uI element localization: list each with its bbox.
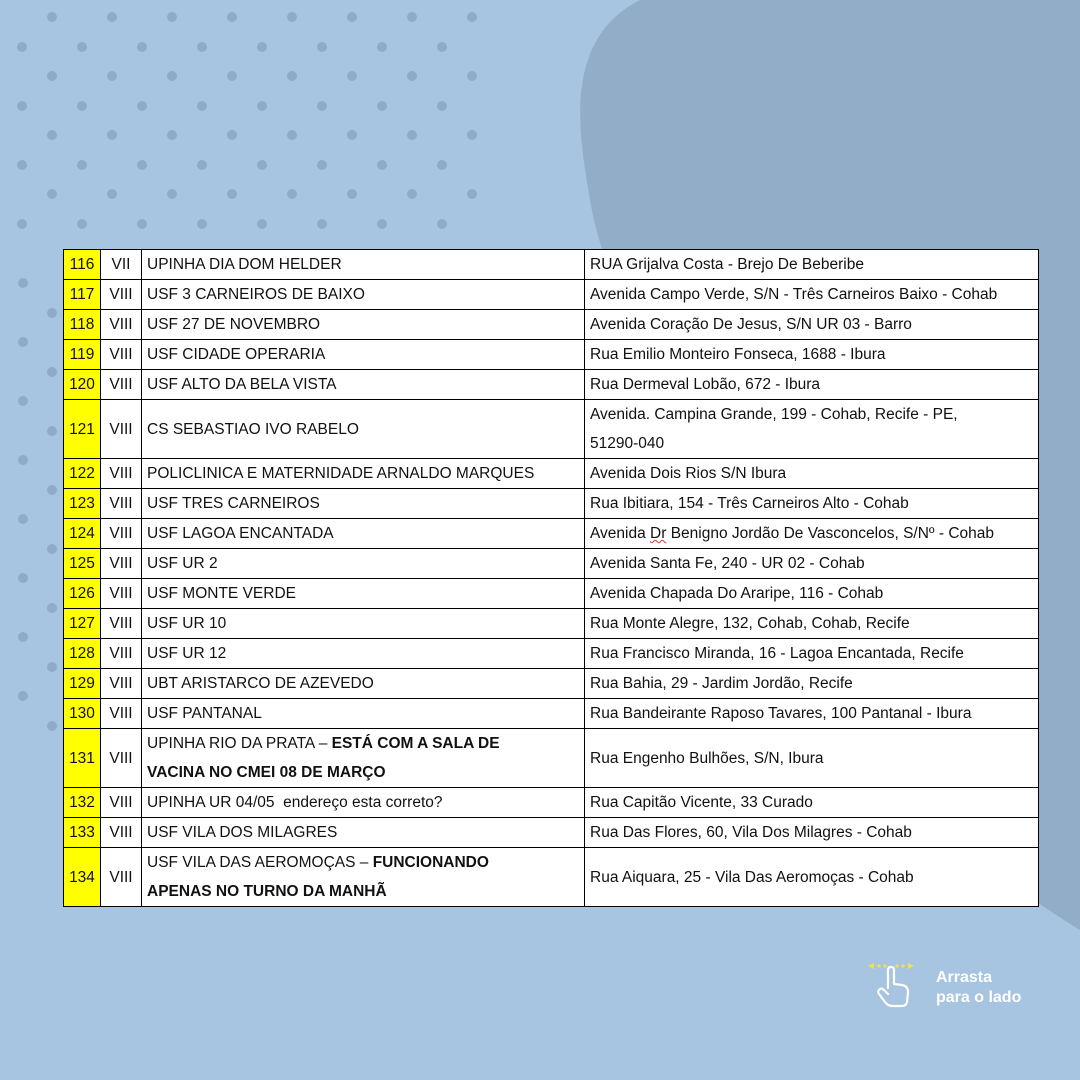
decor-dot <box>227 12 237 22</box>
row-number: 126 <box>64 579 101 609</box>
unit-name: USF UR 12 <box>142 639 585 669</box>
rpa-code: VIII <box>101 609 142 639</box>
unit-address <box>585 400 1039 459</box>
table-row <box>64 250 1039 280</box>
decor-dot <box>257 42 267 52</box>
decor-dot <box>18 514 28 524</box>
decor-dot <box>137 219 147 229</box>
unit-address: Rua Bandeirante Raposo Tavares, 100 Pantanal - Ibura <box>585 699 1039 729</box>
row-number: 133 <box>64 818 101 848</box>
row-number: 120 <box>64 370 101 400</box>
decor-dot <box>437 42 447 52</box>
decor-dot <box>437 219 447 229</box>
unit-name: POLICLINICA E MATERNIDADE ARNALDO MARQUES <box>142 459 585 489</box>
decor-dot <box>47 130 57 140</box>
rpa-code: VIII <box>101 310 142 340</box>
row-number: 134 <box>64 848 101 907</box>
table-row <box>64 848 1039 907</box>
table-row <box>64 370 1039 400</box>
unit-name: USF VILA DOS MILAGRES <box>142 818 585 848</box>
decor-dot <box>77 160 87 170</box>
decor-dot <box>18 337 28 347</box>
decor-dot <box>377 42 387 52</box>
row-number: 129 <box>64 669 101 699</box>
decor-dot <box>107 12 117 22</box>
decor-dot <box>167 12 177 22</box>
decor-dot <box>197 42 207 52</box>
unit-name-text: UPINHA RIO DA PRATA – <box>147 735 332 752</box>
unit-name: CS SEBASTIAO IVO RABELO <box>142 400 585 459</box>
decor-dot <box>467 189 477 199</box>
decor-dot <box>17 160 27 170</box>
unit-address: Rua Capitão Vicente, 33 Curado <box>585 788 1039 818</box>
unit-name <box>142 729 585 788</box>
decor-dot <box>17 42 27 52</box>
decor-dot <box>18 396 28 406</box>
swipe-hint-text <box>936 968 1021 1008</box>
unit-address: Avenida Santa Fe, 240 - UR 02 - Cohab <box>585 549 1039 579</box>
decor-dot <box>197 219 207 229</box>
decor-dot <box>47 721 57 731</box>
decor-dot <box>137 101 147 111</box>
unit-address: Avenida Chapada Do Araripe, 116 - Cohab <box>585 579 1039 609</box>
decor-dot <box>317 101 327 111</box>
decor-dot <box>377 101 387 111</box>
table-row <box>64 340 1039 370</box>
table-row <box>64 699 1039 729</box>
address-line: 51290-040 <box>590 435 665 452</box>
table-row <box>64 400 1039 459</box>
decor-dot <box>407 71 417 81</box>
unit-address: Avenida Campo Verde, S/N - Três Carneiros Baixo - Cohab <box>585 280 1039 310</box>
rpa-code: VIII <box>101 280 142 310</box>
unit-name: UPINHA UR 04/05 endereço esta correto? <box>142 788 585 818</box>
row-number: 123 <box>64 489 101 519</box>
rpa-code: VIII <box>101 729 142 788</box>
table-row <box>64 669 1039 699</box>
decor-dot <box>377 160 387 170</box>
row-number: 118 <box>64 310 101 340</box>
decor-dot <box>107 130 117 140</box>
rpa-code: VIII <box>101 788 142 818</box>
unit-address: Rua Emilio Monteiro Fonseca, 1688 - Ibura <box>585 340 1039 370</box>
table-row <box>64 489 1039 519</box>
decor-dot <box>107 71 117 81</box>
table-row <box>64 549 1039 579</box>
unit-address: Rua Dermeval Lobão, 672 - Ibura <box>585 370 1039 400</box>
row-number: 121 <box>64 400 101 459</box>
unit-address <box>585 519 1039 549</box>
unit-name-text: USF VILA DAS AEROMOÇAS – <box>147 854 373 871</box>
table-row <box>64 609 1039 639</box>
decor-dot <box>47 189 57 199</box>
decor-dot <box>197 101 207 111</box>
decor-dot <box>18 573 28 583</box>
decor-dot <box>377 219 387 229</box>
address-part: Benigno Jordão De Vasconcelos, S/Nº - Cohab <box>666 525 995 542</box>
unit-name: USF 27 DE NOVEMBRO <box>142 310 585 340</box>
row-number: 117 <box>64 280 101 310</box>
decor-dot <box>137 160 147 170</box>
decor-dot <box>257 160 267 170</box>
unit-name: USF UR 2 <box>142 549 585 579</box>
decor-dot <box>47 485 57 495</box>
decor-dot <box>17 219 27 229</box>
decor-dot <box>467 12 477 22</box>
rpa-code: VIII <box>101 370 142 400</box>
decor-dot <box>317 219 327 229</box>
decor-dot <box>227 130 237 140</box>
table-row <box>64 788 1039 818</box>
rpa-code: VIII <box>101 340 142 370</box>
rpa-code: VIII <box>101 639 142 669</box>
rpa-code: VII <box>101 250 142 280</box>
unit-address: Avenida Coração De Jesus, S/N UR 03 - Barro <box>585 310 1039 340</box>
rpa-code: VIII <box>101 818 142 848</box>
decor-dot <box>287 189 297 199</box>
unit-name: UPINHA DIA DOM HELDER <box>142 250 585 280</box>
table-row <box>64 639 1039 669</box>
table-row <box>64 519 1039 549</box>
unit-address: Rua Francisco Miranda, 16 - Lagoa Encantada, Recife <box>585 639 1039 669</box>
decor-dot <box>18 691 28 701</box>
unit-address: Rua Aiquara, 25 - Vila Das Aeromoças - Cohab <box>585 848 1039 907</box>
rpa-code: VIII <box>101 848 142 907</box>
decor-dot <box>167 189 177 199</box>
decor-dot <box>467 71 477 81</box>
row-number: 125 <box>64 549 101 579</box>
spellcheck-underlined-word: Dr <box>650 525 667 542</box>
unit-name: USF MONTE VERDE <box>142 579 585 609</box>
decor-dot <box>407 189 417 199</box>
decor-dot <box>317 42 327 52</box>
row-number: 132 <box>64 788 101 818</box>
decor-dot <box>257 101 267 111</box>
unit-note-bold: ESTÁ COM A SALA DE <box>331 735 500 752</box>
address-part: Avenida <box>590 525 651 542</box>
row-number: 127 <box>64 609 101 639</box>
unit-name: USF CIDADE OPERARIA <box>142 340 585 370</box>
rpa-code: VIII <box>101 459 142 489</box>
decor-dot <box>107 189 117 199</box>
rpa-code: VIII <box>101 579 142 609</box>
row-number: 130 <box>64 699 101 729</box>
unit-name: USF ALTO DA BELA VISTA <box>142 370 585 400</box>
unit-note-bold: APENAS NO TURNO DA MANHÃ <box>147 883 387 900</box>
decor-dot <box>257 219 267 229</box>
decor-dot <box>47 71 57 81</box>
decor-dot <box>227 189 237 199</box>
unit-address: Avenida Dois Rios S/N Ibura <box>585 459 1039 489</box>
decor-dot <box>287 71 297 81</box>
unit-address: Rua Ibitiara, 154 - Três Carneiros Alto - Cohab <box>585 489 1039 519</box>
decor-dot <box>47 544 57 554</box>
decor-dot <box>167 130 177 140</box>
unit-name: USF 3 CARNEIROS DE BAIXO <box>142 280 585 310</box>
rpa-code: VIII <box>101 549 142 579</box>
unit-address: Rua Engenho Bulhões, S/N, Ibura <box>585 729 1039 788</box>
row-number: 131 <box>64 729 101 788</box>
decor-dot <box>47 603 57 613</box>
unit-name: USF UR 10 <box>142 609 585 639</box>
decor-dot <box>197 160 207 170</box>
unit-address: Rua Das Flores, 60, Vila Dos Milagres - Cohab <box>585 818 1039 848</box>
table-row <box>64 579 1039 609</box>
row-number: 124 <box>64 519 101 549</box>
decor-dot <box>47 308 57 318</box>
table-row <box>64 280 1039 310</box>
decor-dot <box>467 130 477 140</box>
unit-address: RUA Grijalva Costa - Brejo De Beberibe <box>585 250 1039 280</box>
swipe-hint-line: para o lado <box>936 989 1022 1006</box>
decor-dot <box>347 189 357 199</box>
decor-dot <box>137 42 147 52</box>
decor-dot <box>18 632 28 642</box>
decor-dot <box>437 160 447 170</box>
row-number: 128 <box>64 639 101 669</box>
table-row <box>64 729 1039 788</box>
decor-dot <box>47 12 57 22</box>
unit-note-bold: VACINA NO CMEI 08 DE MARÇO <box>147 764 386 781</box>
decor-dot <box>227 71 237 81</box>
decor-dot <box>47 662 57 672</box>
decor-dot <box>407 12 417 22</box>
table-row <box>64 310 1039 340</box>
decor-dot <box>347 71 357 81</box>
table-row <box>64 818 1039 848</box>
unit-note-bold: FUNCIONANDO <box>372 854 489 871</box>
decor-dot <box>17 101 27 111</box>
decor-dot <box>77 101 87 111</box>
decor-dot <box>317 160 327 170</box>
decor-dot <box>287 130 297 140</box>
rpa-code: VIII <box>101 669 142 699</box>
swipe-hand-icon <box>864 958 920 1014</box>
unit-name: USF LAGOA ENCANTADA <box>142 519 585 549</box>
decor-dot <box>407 130 417 140</box>
decor-dot <box>47 367 57 377</box>
swipe-hint-line: Arrasta <box>936 969 993 986</box>
rpa-code: VIII <box>101 699 142 729</box>
unit-address: Rua Bahia, 29 - Jardim Jordão, Recife <box>585 669 1039 699</box>
row-number: 122 <box>64 459 101 489</box>
decor-dot <box>77 42 87 52</box>
rpa-code: VIII <box>101 519 142 549</box>
rpa-code: VIII <box>101 489 142 519</box>
row-number: 119 <box>64 340 101 370</box>
rpa-code: VIII <box>101 400 142 459</box>
unit-name: UBT ARISTARCO DE AZEVEDO <box>142 669 585 699</box>
decor-dot <box>18 455 28 465</box>
decor-dot <box>287 12 297 22</box>
decor-dot <box>47 426 57 436</box>
unit-name <box>142 848 585 907</box>
decor-dot <box>167 71 177 81</box>
address-line: Avenida. Campina Grande, 199 - Cohab, Recife - PE, <box>590 406 958 423</box>
decor-dot <box>347 12 357 22</box>
unit-name: USF TRES CARNEIROS <box>142 489 585 519</box>
decor-dot <box>18 278 28 288</box>
decor-dot <box>347 130 357 140</box>
swipe-hint <box>864 958 1064 1014</box>
unit-address: Rua Monte Alegre, 132, Cohab, Cohab, Recife <box>585 609 1039 639</box>
unit-name: USF PANTANAL <box>142 699 585 729</box>
row-number: 116 <box>64 250 101 280</box>
decor-dot <box>77 219 87 229</box>
table-row <box>64 459 1039 489</box>
health-units-table <box>63 249 1039 907</box>
decor-dot <box>437 101 447 111</box>
